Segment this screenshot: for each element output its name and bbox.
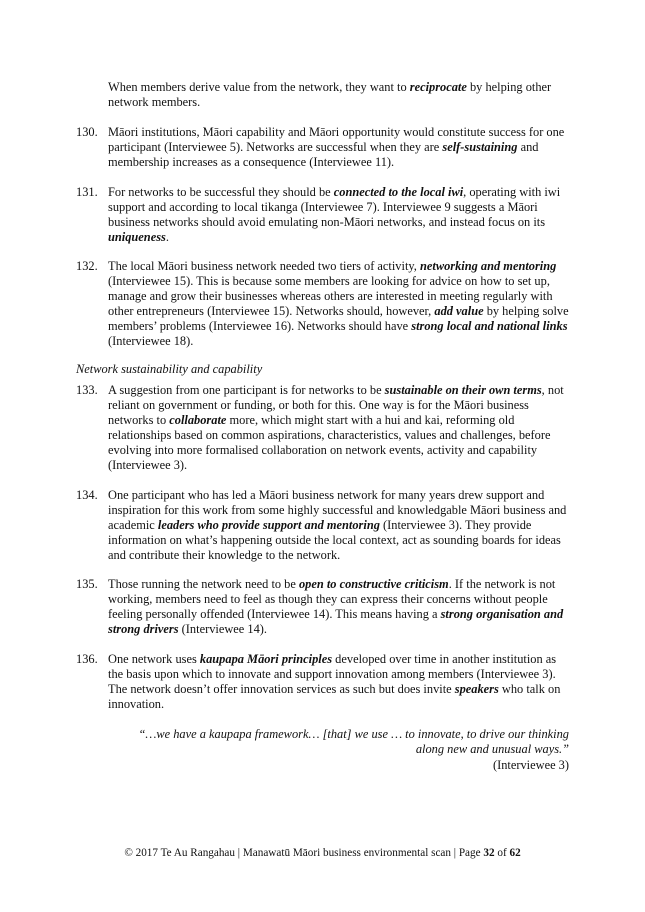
emphasis: collaborate	[169, 413, 227, 427]
page-total: 62	[509, 847, 521, 859]
text-run: One participant who has led a Māori business network for many years drew support and inspiration for this work from some highly successful and knowledgable Māori business and academic	[108, 488, 567, 532]
page-number: 32	[483, 847, 495, 859]
text-run: who talk on innovation.	[108, 682, 561, 711]
text-run: (Interviewee 15). This is because some members are looking for advice on how to set up, manage and grow their businesses whereas others are interested in meeting regularly with other entrepreneurs (Interviewee 15). Networks should, however,	[108, 274, 553, 318]
paragraph-number: 133.	[76, 383, 98, 397]
emphasis: speakers	[454, 682, 499, 696]
text-run: and membership increases as a consequence (Interviewee 11).	[108, 140, 539, 169]
footer-text: of	[494, 847, 510, 859]
footer-text: © 2017 Te Au Rangahau | Manawatū Māori business environmental scan | Page	[124, 847, 484, 859]
text-run: (Interviewee 3). They provide information on what’s happening outside the local context, act as sounding boards for ideas and contribute their knowledge to the network.	[108, 518, 561, 562]
text-run: A suggestion from one participant is for networks to be	[108, 383, 385, 397]
text-run: , not reliant on government or funding, or both for this. One way is for the Māori business networks to	[108, 383, 564, 427]
paragraph-number: 134.	[76, 488, 98, 502]
paragraph-number: 131.	[76, 185, 98, 199]
emphasis: strong local and national links	[411, 319, 568, 333]
paragraph-136	[108, 652, 570, 712]
text-run: When members derive value from the network, they want to	[108, 80, 410, 94]
text-run: For networks to be successful they should be	[108, 185, 334, 199]
text-run: (Interviewee 18).	[108, 334, 194, 348]
emphasis: uniqueness	[108, 230, 166, 244]
section-heading: Network sustainability and capability	[76, 362, 263, 376]
paragraph-number: 136.	[76, 652, 98, 666]
emphasis: leaders who provide support and mentoring	[157, 518, 380, 532]
paragraph-number: 130.	[76, 125, 98, 139]
paragraph-number: 132.	[76, 259, 98, 273]
paragraph-130	[108, 125, 570, 170]
block-quote: “…we have a kaupapa framework… [that] we use … to innovate, to drive our thinking along new and unusual ways.”	[138, 727, 569, 756]
emphasis: self-sustaining	[442, 140, 518, 154]
paragraph-number: 135.	[76, 577, 98, 591]
text-run: Those running the network need to be	[108, 577, 299, 591]
emphasis: networking and mentoring	[419, 259, 557, 273]
text-run: developed over time in another institution as the basis upon which to innovate and support innovation among members (Interviewee 3). The network doesn’t offer innovation services as such but does invite	[108, 652, 557, 696]
text-run: more, which might start with a hui and kai, reforming old relationships based on common aspirations, characteristics, values and challenges, before evolving into more formalised collaboration on network events, activity and capability (Interviewee 3).	[108, 413, 551, 472]
emphasis: add value	[434, 304, 484, 318]
text-run: . If the network is not working, members need to feel as though they can express their concerns without people feeling personally offended (Interviewee 14). This means having a	[108, 577, 556, 621]
emphasis: open to constructive criticism	[298, 577, 449, 591]
text-run: One network uses	[108, 652, 200, 666]
emphasis: sustainable on their own terms	[384, 383, 542, 397]
paragraph-134	[108, 488, 570, 563]
text-run: by helping solve members’ problems (Interviewee 16). Networks should have	[108, 304, 569, 333]
text-run: by helping other network members.	[108, 80, 552, 109]
paragraph-133	[108, 383, 570, 473]
paragraph-132	[108, 259, 570, 349]
intro-paragraph	[108, 80, 570, 110]
text-run: (Interviewee 14).	[178, 622, 267, 636]
text-run: , operating with iwi support and according to local tikanga (Interviewee 7). Interviewee 9 suggests a Māori business networks should avoid emulating non-Māori networks, and instead focus on its	[108, 185, 561, 229]
emphasis: connected to the local iwi	[333, 185, 464, 199]
emphasis: kaupapa Māori principles	[199, 652, 333, 666]
paragraph-131	[108, 185, 570, 245]
emphasis: strong organisation and strong drivers	[108, 607, 564, 636]
text-run: Māori institutions, Māori capability and Māori opportunity would constitute success for one participant (Interviewee 5). Networks are successful when they are	[108, 125, 565, 154]
text-run: The local Māori business network needed two tiers of activity,	[108, 259, 420, 273]
text-run: .	[165, 230, 169, 244]
paragraph-135	[108, 577, 570, 637]
page-footer	[0, 846, 645, 860]
emphasis: reciprocate	[409, 80, 467, 94]
quote-source: (Interviewee 3)	[492, 758, 569, 772]
